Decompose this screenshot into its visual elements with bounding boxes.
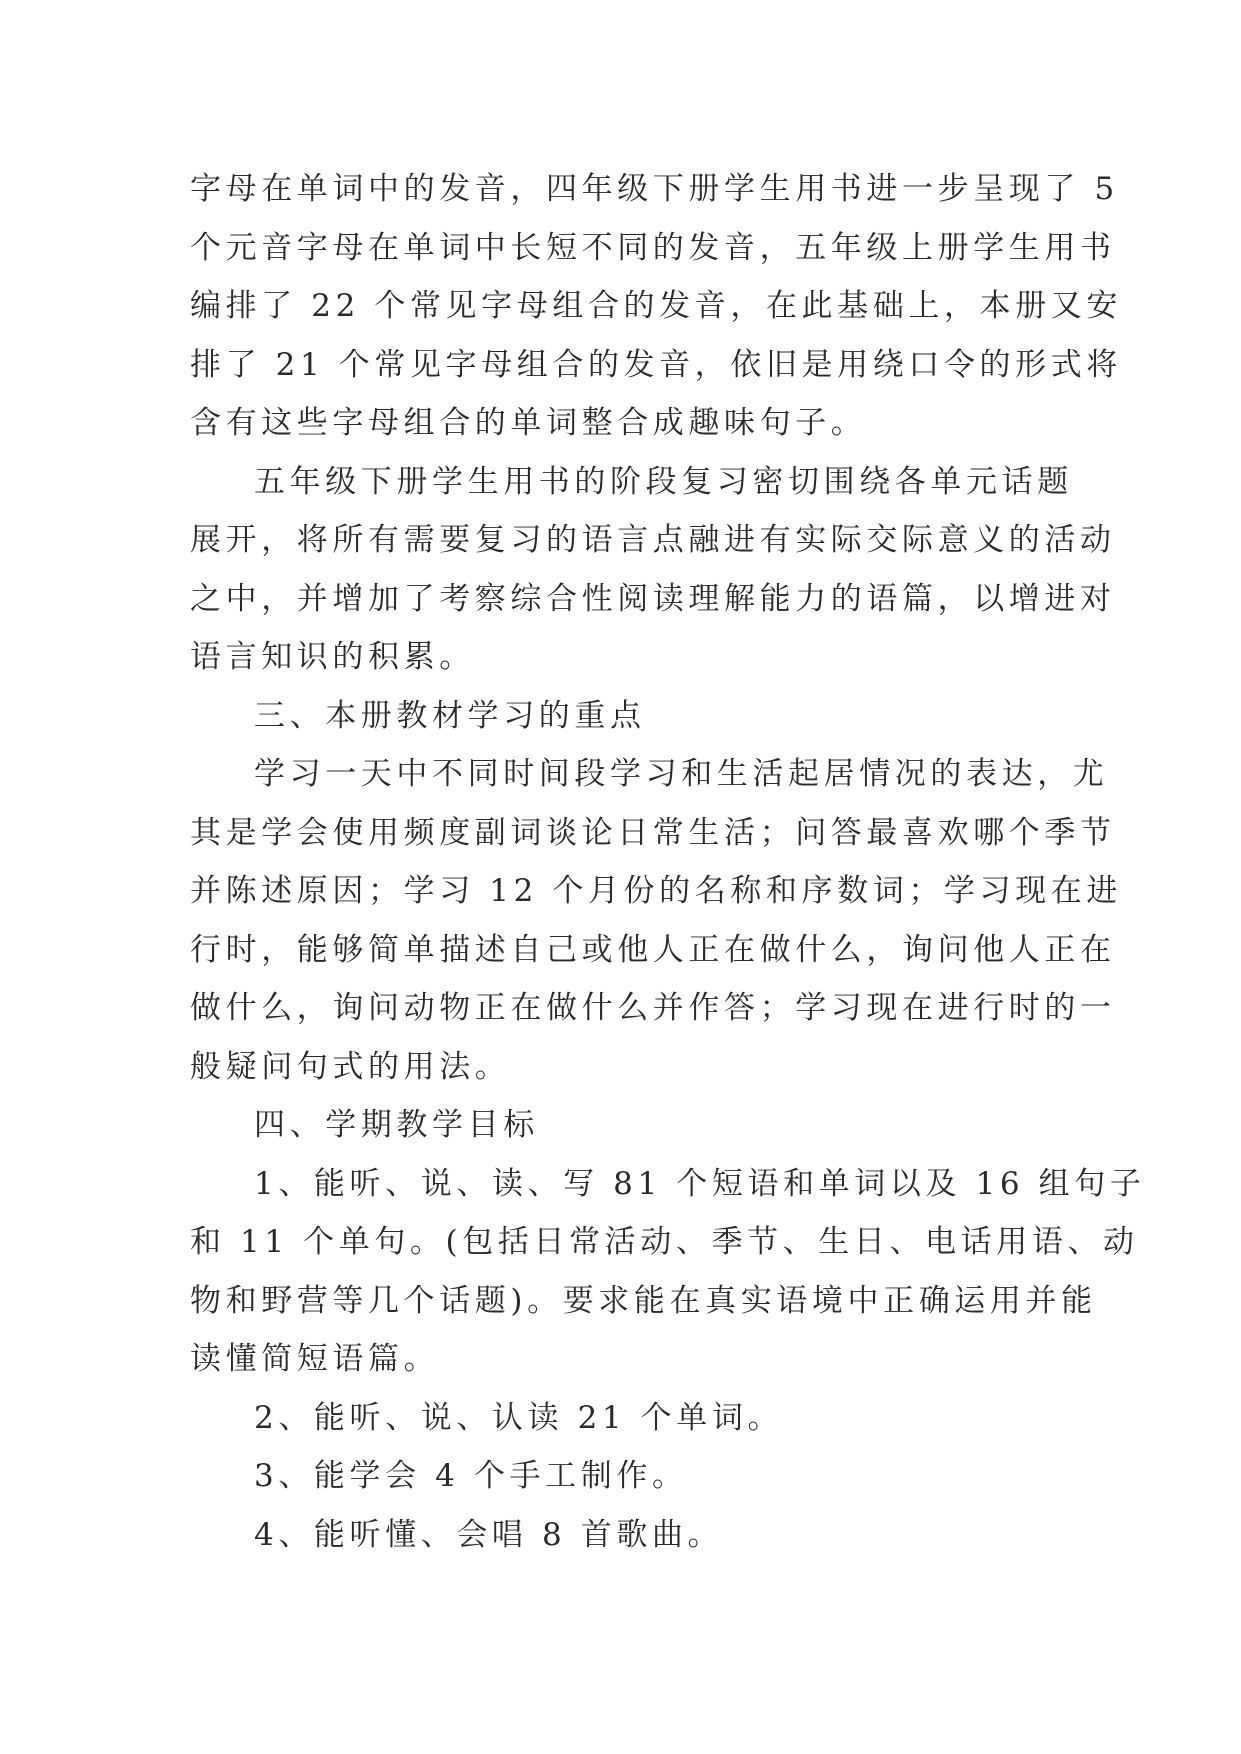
text-line: 读懂简短语篇。 — [190, 1341, 440, 1377]
text-line: 编排了 22 个常见字母组合的发音，在此基础上，本册又安 — [190, 288, 1122, 324]
text-line: 物和野营等几个话题)。要求能在真实语境中正确运用并能 — [190, 1282, 1097, 1319]
goal-item-1 — [190, 1155, 1146, 1389]
paragraph-review — [190, 453, 1116, 687]
text-line: 行时，能够简单描述自己或他人正在做什么，询问他人正在 — [190, 931, 1116, 968]
text-line: 3、能学会 4 个手工制作。 — [254, 1458, 688, 1494]
paragraph-key-points — [190, 745, 1122, 1096]
text-line: 般疑问句式的用法。 — [190, 1048, 511, 1085]
text-line: 2、能听、说、认读 21 个单词。 — [254, 1399, 784, 1436]
heading-text: 四、学期教学目标 — [254, 1107, 539, 1143]
goal-item-2 — [190, 1389, 1060, 1448]
text-line: 并陈述原因；学习 12 个月份的名称和序数词；学习现在进 — [190, 873, 1122, 909]
section-heading-key-points — [190, 687, 1060, 746]
text-line: 1、能听、说、读、写 81 个短语和单词以及 16 组句子 — [254, 1165, 1146, 1202]
text-line: 之中，并增加了考察综合性阅读理解能力的语篇，以增进对 — [190, 580, 1116, 617]
text-line: 做什么，询问动物正在做什么并作答；学习现在进行时的一 — [190, 990, 1116, 1026]
text-line: 字母在单词中的发音，四年级下册学生用书进一步呈现了 5 — [190, 171, 1119, 207]
text-line: 语言知识的积累。 — [190, 639, 475, 675]
text-line: 展开，将所有需要复习的语言点融进有实际交际意义的活动 — [190, 522, 1116, 558]
text-line: 排了 21 个常见字母组合的发音，依旧是用绕口令的形式将 — [190, 346, 1122, 383]
document-page — [190, 160, 1146, 1564]
goal-item-4 — [190, 1506, 1060, 1565]
text-line: 其是学会使用频度副词谈论日常生活；问答最喜欢哪个季节 — [190, 814, 1116, 851]
goal-item-3 — [190, 1447, 1060, 1506]
paragraph-phonics — [190, 160, 1122, 453]
text-line: 个元音字母在单词中长短不同的发音，五年级上册学生用书 — [190, 229, 1116, 266]
text-line: 五年级下册学生用书的阶段复习密切围绕各单元话题 — [254, 463, 1073, 500]
text-line: 学习一天中不同时间段学习和生活起居情况的表达，尤 — [254, 756, 1109, 792]
text-line: 4、能听懂、会唱 8 首歌曲。 — [254, 1516, 724, 1553]
section-heading-goals — [190, 1096, 1060, 1155]
text-line: 含有这些字母组合的单词整合成趣味句子。 — [190, 405, 867, 441]
text-line: 和 11 个单句。(包括日常活动、季节、生日、电话用语、动 — [190, 1224, 1139, 1260]
heading-text: 三、本册教材学习的重点 — [254, 697, 646, 734]
